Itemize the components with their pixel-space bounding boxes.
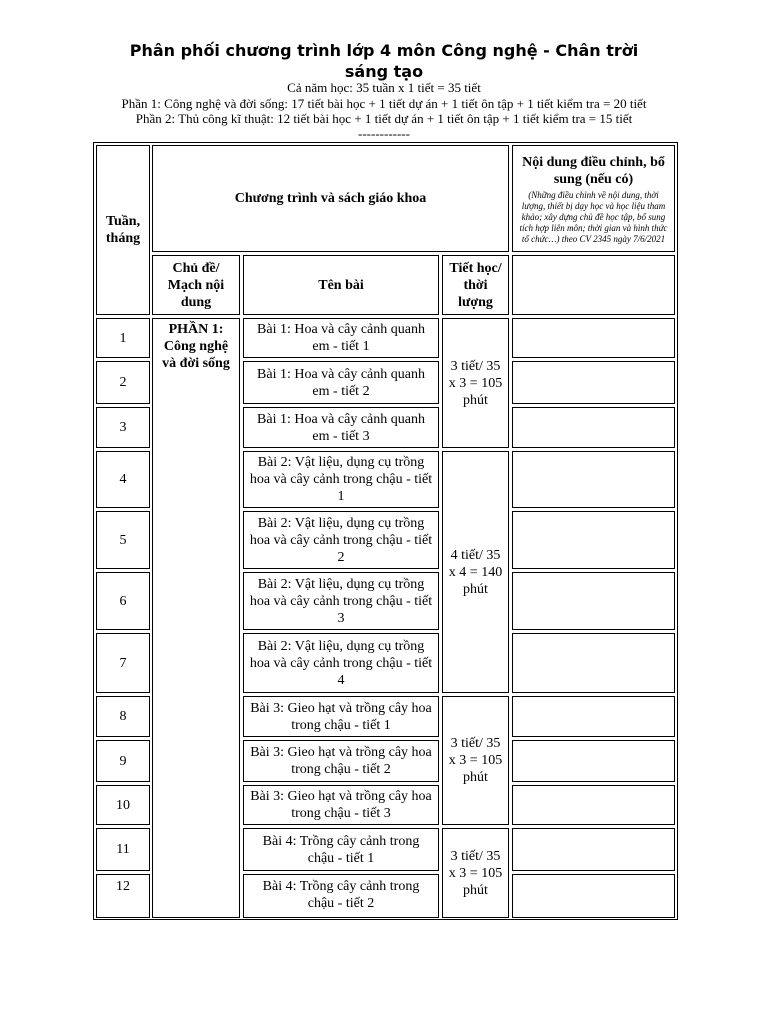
week-cell [96, 572, 150, 630]
document-title: Phân phối chương trình lớp 4 môn Công nghệ - Chân trời sáng tạo [129, 41, 639, 81]
header-period-label: Tiết học/ thời lượng [449, 260, 502, 310]
header-adjustment-note: (Những điều chỉnh về nội dung, thời lượng, thiết bị dạy học và học liệu tham khảo; xây dựng chủ đề học tập, bổ sung tích hợp liên môn; thời gian và hình thức tổ chức…) theo CV 2345 ngày 7/6/2021 [519, 189, 668, 244]
lesson-name: Bài 1: Hoa và cây cảnh quanh em - tiết 2 [257, 366, 425, 399]
lesson-name: Bài 2: Vật liệu, dụng cụ trồng hoa và cây cảnh trong chậu - tiết 3 [249, 576, 433, 626]
adjustment-cell [512, 511, 675, 569]
period-label: 3 tiết/ 35 x 3 = 105 phút [448, 358, 503, 408]
lesson-name: Bài 2: Vật liệu, dụng cụ trồng hoa và cây cảnh trong chậu - tiết 1 [249, 455, 433, 504]
lesson-cell [243, 633, 439, 693]
adjustment-cell [512, 407, 675, 448]
topic-part1-label: PHẦN 1: Công nghệ và đời sống [162, 322, 230, 371]
week-number: 8 [119, 709, 127, 724]
lesson-cell [243, 740, 439, 782]
period-cell-lesson3 [442, 696, 509, 825]
lesson-cell [243, 785, 439, 825]
header-adjustment-blank [512, 255, 675, 315]
week-number: 12 [116, 879, 130, 894]
header-period [442, 255, 509, 315]
week-number: 11 [116, 842, 130, 857]
lesson-name: Bài 4: Trồng cây cảnh trong chậu - tiết 1 [262, 833, 420, 866]
header-week [96, 145, 150, 315]
adjustment-cell [512, 318, 675, 358]
adjustment-cell [512, 361, 675, 404]
week-number: 10 [116, 797, 130, 813]
header-adjustment-title: Nội dung điều chỉnh, bổ sung (nếu có) [522, 154, 665, 187]
week-cell [96, 407, 150, 448]
summary-line-part1: Phần 1: Công nghệ và đời sống: 17 tiết bài học + 1 tiết dự án + 1 tiết ôn tập + 1 tiết kiểm tra = 20 tiết [121, 96, 647, 111]
header-program-label: Chương trình và sách giáo khoa [234, 191, 427, 206]
header-program [152, 145, 509, 252]
week-number: 2 [119, 375, 127, 390]
week-cell [96, 696, 150, 737]
header-lesson [243, 255, 439, 315]
lesson-name: Bài 4: Trồng cây cảnh trong chậu - tiết 2 [262, 879, 420, 911]
week-number: 1 [119, 330, 127, 346]
lesson-name: Bài 3: Gieo hạt và trồng cây hoa trong chậu - tiết 1 [250, 700, 432, 733]
lesson-name: Bài 1: Hoa và cây cảnh quanh em - tiết 1 [257, 322, 425, 354]
week-cell [96, 740, 150, 782]
lesson-name: Bài 1: Hoa và cây cảnh quanh em - tiết 3 [257, 411, 425, 444]
summary-line-part2: Phần 2: Thủ công kĩ thuật: 12 tiết bài học + 1 tiết dự án + 1 tiết ôn tập + 1 tiết kiểm tra = 15 tiết [135, 111, 633, 126]
lesson-cell [243, 318, 439, 358]
lesson-cell [243, 511, 439, 569]
adjustment-cell [512, 451, 675, 508]
period-label: 3 tiết/ 35 x 3 = 105 phút [448, 848, 503, 898]
lesson-cell [243, 874, 439, 918]
lesson-cell [243, 572, 439, 630]
header-topic [152, 255, 240, 315]
header-lesson-label: Tên bài [318, 277, 364, 293]
week-cell [96, 318, 150, 358]
week-number: 5 [119, 532, 127, 548]
adjustment-cell [512, 740, 675, 782]
period-label: 3 tiết/ 35 x 3 = 105 phút [448, 736, 503, 785]
header-week-label: Tuần, tháng [105, 214, 141, 246]
adjustment-cell [512, 874, 675, 918]
week-number: 6 [119, 593, 127, 609]
period-label: 4 tiết/ 35 x 4 = 140 phút [448, 547, 503, 597]
topic-part1-cell [152, 318, 240, 918]
header-topic-label: Chủ đề/ Mạch nội dung [167, 260, 225, 310]
week-number: 9 [119, 753, 127, 769]
period-cell-lesson4 [442, 828, 509, 918]
adjustment-cell [512, 785, 675, 825]
week-cell [96, 874, 150, 918]
week-number: 7 [119, 655, 127, 671]
week-cell [96, 451, 150, 508]
lesson-name: Bài 3: Gieo hạt và trồng cây hoa trong chậu - tiết 3 [250, 789, 432, 821]
week-cell [96, 828, 150, 871]
lesson-cell [243, 407, 439, 448]
week-cell [96, 785, 150, 825]
lesson-cell [243, 451, 439, 508]
period-cell-lesson1 [442, 318, 509, 448]
lesson-cell [243, 828, 439, 871]
adjustment-cell [512, 828, 675, 871]
lesson-cell [243, 361, 439, 404]
week-cell [96, 511, 150, 569]
lesson-name: Bài 2: Vật liệu, dụng cụ trồng hoa và cây cảnh trong chậu - tiết 2 [249, 515, 433, 565]
separator-line: ------------ [358, 126, 410, 141]
week-number: 3 [119, 420, 127, 435]
adjustment-cell [512, 633, 675, 693]
period-cell-lesson2 [442, 451, 509, 693]
summary-line-year: Cả năm học: 35 tuần x 1 tiết = 35 tiết [287, 80, 481, 95]
lesson-name: Bài 3: Gieo hạt và trồng cây hoa trong chậu - tiết 2 [250, 745, 432, 777]
header-adjustment [512, 145, 675, 252]
week-cell [96, 633, 150, 693]
adjustment-cell [512, 572, 675, 630]
week-number: 4 [119, 472, 127, 487]
lesson-cell [243, 696, 439, 737]
adjustment-cell [512, 696, 675, 737]
week-cell [96, 361, 150, 404]
lesson-name: Bài 2: Vật liệu, dụng cụ trồng hoa và cây cảnh trong chậu - tiết 4 [249, 638, 433, 688]
